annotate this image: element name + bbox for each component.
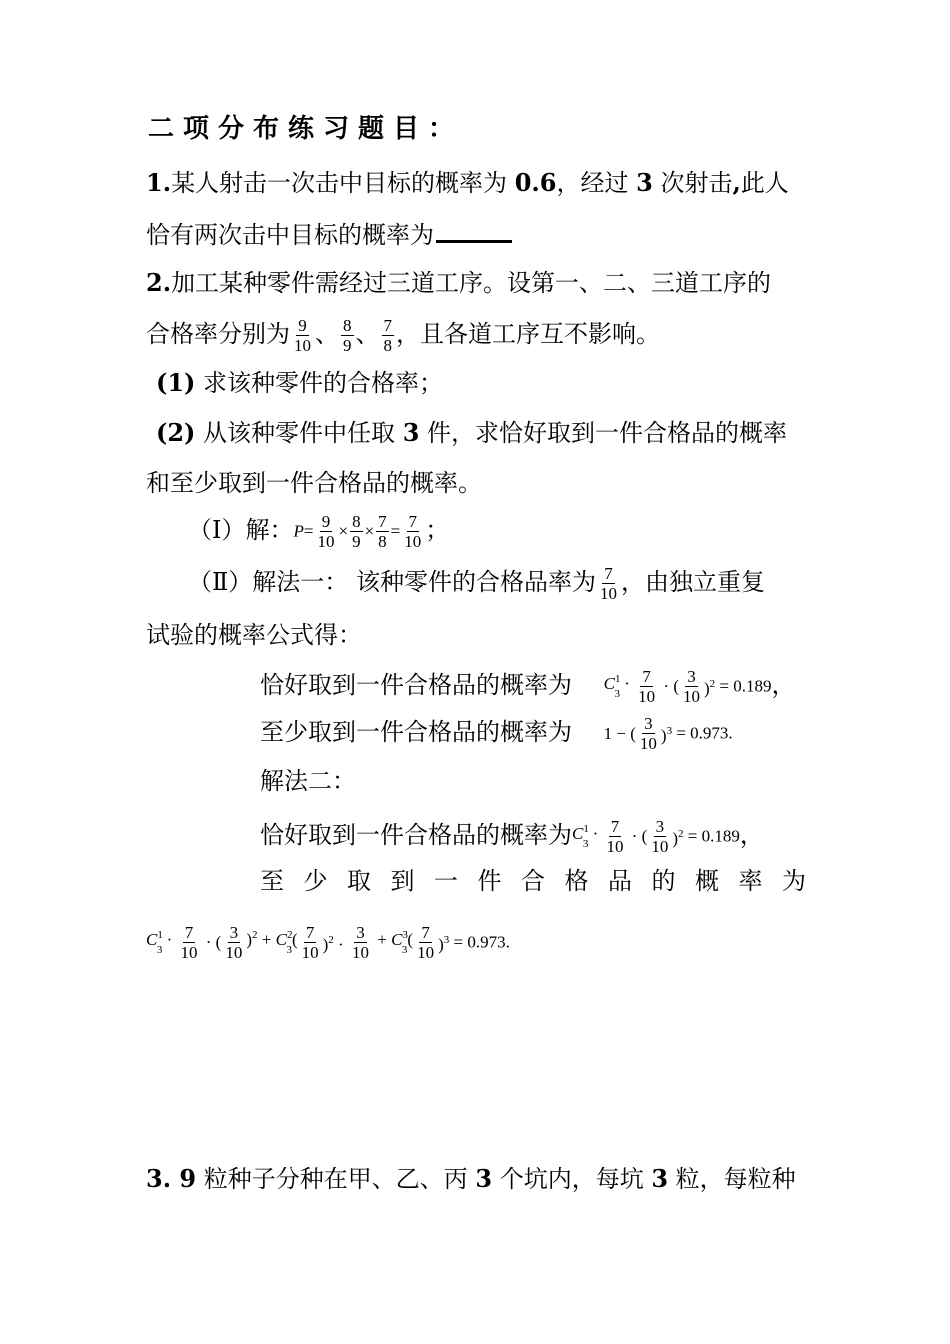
result-0189: = 0.189	[683, 826, 740, 846]
q3-line1	[146, 1164, 796, 1194]
numerator: 7	[383, 316, 392, 335]
fraction-3-10: $\frac{3}{10}$	[651, 817, 669, 856]
q3-number: 3. 9	[146, 1164, 197, 1193]
fraction-7-8	[376, 512, 389, 551]
fraction-7-8	[382, 316, 395, 355]
page-title: 二项分布练习题目：	[148, 114, 464, 144]
char: 为	[782, 867, 806, 895]
q1-line2-text: 恰有两次击中目标的概率为	[146, 221, 434, 249]
solution-1-label: （Ⅰ）解：	[188, 516, 294, 544]
numerator: 7	[604, 564, 613, 583]
char: 合	[521, 867, 545, 895]
fraction-3-10: $\frac{3}{10}$	[639, 714, 657, 753]
sub1-text: 求该种零件的合格率；	[195, 369, 444, 397]
denominator: 8	[383, 336, 392, 355]
q1-line2	[146, 218, 512, 250]
char: 件	[477, 867, 502, 895]
method1-exactly-one: 恰好取到一件合格品的概率为 $C^1_3$ · $\frac{7}{10}$ · ( $\frac{3}{10}$ )$^2$ = 0.189，	[260, 667, 796, 706]
sub2-text-a: 从该种零件中任取	[195, 419, 403, 447]
fraction-9-10	[315, 512, 336, 551]
formula-exactly-one-2: $C^1_3$ ·	[572, 823, 603, 850]
char: 品	[608, 867, 632, 895]
semicolon: ；	[425, 516, 450, 544]
method2-exactly-one: 恰好取到一件合格品的概率为$C^1_3$ · $\frac{7}{10}$ · ( $\frac{3}{10}$ )$^2$ = 0.189，	[260, 817, 764, 856]
q3-text-a: 粒种子分种在甲、乙、丙	[196, 1165, 476, 1193]
sub2-number: (2)	[156, 418, 196, 447]
q2-line2-text-a: 合格率分别为	[146, 320, 290, 348]
fraction-7-10	[598, 564, 619, 603]
char: 取	[347, 867, 371, 895]
numerator: 8	[343, 316, 352, 335]
denominator: 9	[343, 336, 352, 355]
math-eq: =	[390, 521, 401, 541]
numerator: 7	[378, 512, 387, 531]
q2-line2-text-b: ，且各道工序互不影响。	[396, 320, 660, 348]
char: 少	[303, 867, 328, 895]
answer-blank[interactable]	[436, 218, 512, 243]
sub2-text-b: 件，求恰好取到一件合格品的概率	[419, 419, 788, 447]
fraction-7-10	[402, 512, 423, 551]
separator: 、	[355, 320, 380, 348]
q3-text-b: 个坑内，每坑	[492, 1165, 652, 1193]
char: 格	[564, 867, 589, 895]
numerator: 7	[642, 667, 651, 686]
q1-text-c: 次射击	[652, 169, 733, 197]
q1-probability: 0.6	[514, 168, 557, 197]
numerator: 9	[298, 316, 307, 335]
method2-at-least-line	[260, 866, 806, 896]
denominator: 10	[599, 584, 617, 603]
q2-line1	[146, 268, 771, 298]
q2-line2	[146, 316, 660, 355]
char: 的	[651, 867, 676, 895]
numerator: 9	[321, 512, 331, 531]
q2-sub1	[156, 368, 443, 398]
fraction-3-10: $\frac{3}{10}$	[682, 667, 700, 706]
solution-1	[188, 512, 449, 551]
method1-at-least-one: 至少取到一件合格品的概率为 1 − ( $\frac{3}{10}$ )$^3$ = 0.973.	[260, 714, 733, 753]
comma: ，	[771, 671, 796, 699]
char: 一	[434, 867, 458, 895]
denominator: 10	[317, 532, 335, 551]
formula-at-least-sum: $C^1_3$ · $\frac{7}{10}$ · ( $\frac{3}{10}$ )$^2 + C^2_3$( $\frac{7}{10}$ )$^2$ · $\frac{3}{10}$ + $C^3_3$( $\frac{7}{10}$ )$^3$ = 0.973.	[146, 923, 510, 962]
fraction-7-10: $\frac{7}{10}$	[606, 817, 624, 856]
separator: 、	[315, 320, 339, 348]
fraction-8-9	[350, 512, 363, 551]
sub1-number: (1)	[156, 368, 196, 397]
q2-sub2-line2: 和至少取到一件合格品的概率。	[146, 469, 482, 497]
math-times: ×	[364, 521, 375, 541]
fraction-7-10	[636, 667, 657, 706]
method2-exactly-text: 恰好取到一件合格品的概率为	[260, 821, 572, 849]
denominator: 9	[352, 532, 361, 551]
math-times: ×	[338, 521, 349, 541]
method1-exactly-text: 恰好取到一件合格品的概率为	[260, 671, 572, 699]
method2-label: 解法二：	[260, 767, 356, 795]
result-0189: = 0.189	[715, 676, 772, 696]
q1-text-b: ，经过	[556, 169, 637, 197]
method1-atleast-text: 至少取到一件合格品的概率为	[260, 718, 572, 746]
q2-sub2	[156, 418, 787, 448]
q3-text-c: 粒，每粒种	[668, 1165, 796, 1193]
fraction-9-10	[292, 316, 313, 355]
math-eq: =	[303, 521, 314, 541]
char: 至	[260, 867, 284, 895]
q3-pits: 3	[475, 1164, 493, 1193]
q1-shots: 3	[636, 168, 653, 197]
q2-number: 2.	[146, 268, 172, 297]
sub2-count: 3	[402, 418, 420, 447]
denominator: 8	[378, 532, 387, 551]
numerator: 7	[408, 512, 417, 531]
q1-line1	[146, 168, 789, 198]
denominator: 10	[294, 336, 311, 355]
denominator: 10	[404, 532, 422, 551]
numerator: 8	[352, 512, 361, 531]
fraction-8-9	[341, 316, 354, 355]
denominator: 10	[638, 687, 656, 706]
result-0973: = 0.973.	[672, 723, 733, 743]
formula-exactly-one: $C^1_3$ ·	[603, 673, 635, 700]
char: 概	[695, 867, 719, 895]
comma: ，	[739, 821, 764, 849]
q1-text-a: 某人射击一次击中目标的概率为	[171, 169, 515, 197]
solution-2-label: （Ⅱ）解法一： 该种零件的合格品率为	[188, 568, 596, 596]
result-0973: = 0.973.	[449, 932, 510, 952]
char: 到	[390, 867, 415, 895]
q2-line1-text: 加工某种零件需经过三道工序。设第一、二、三道工序的	[171, 269, 772, 297]
q1-text-d: 此人	[740, 169, 789, 197]
solution-2-tail: ，由独立重复	[620, 568, 765, 596]
math-p: P	[293, 521, 304, 541]
formula-one-minus: 1 − (	[603, 723, 636, 743]
q1-comma: ,	[732, 168, 741, 197]
q3-seeds: 3	[651, 1164, 669, 1193]
solution-2	[188, 564, 765, 603]
q1-number: 1.	[146, 168, 172, 197]
char: 率	[738, 867, 763, 895]
solution-2-line2: 试验的概率公式得：	[146, 621, 362, 649]
